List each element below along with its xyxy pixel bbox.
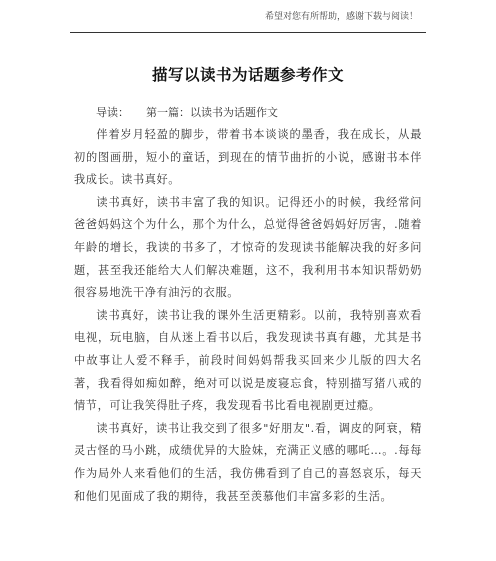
- guide-label: 导读：: [96, 106, 129, 119]
- guide-text: 第一篇：以读书为话题作文: [146, 106, 278, 119]
- paragraph-3: 读书真好，读书让我的课外生活更精彩。以前，我特别喜欢看电视，玩电脑，自从迷上看书以后，我发现读书真有趣，尤其是书中故事让人爱不释手，前段时间妈妈帮我买回来少儿版的四大名著，我看得如痴如醉，绝对可以说是废寝忘食，特别描写猪八戒的情节，可让我笑得肚子疼，我发现看书比看电视剧更过瘾。: [74, 308, 422, 413]
- document-body: [74, 124, 422, 508]
- guide-line: [96, 104, 278, 120]
- paragraph-1: 伴着岁月轻盈的脚步，带着书本谈谈的墨香，我在成长，从最初的图画册，短小的童话，到现在的情节曲折的小说，感谢书本伴我成长。读书真好。: [74, 128, 422, 187]
- paragraph-2: 读书真好，读书丰富了我的知识。记得还小的时候，我经常问爸爸妈妈这个为什么，那个为什么，总觉得爸爸妈妈好厉害，.随着年龄的增长，我读的书多了，才惊奇的发现读书能解决我的好多问题，甚至我还能给大人们解决难题，这不，我利用书本知识帮奶奶很容易地洗干净有油污的衣服。: [74, 195, 422, 300]
- paragraph-4: 读书真好，读书让我交到了很多"好朋友".看，调皮的阿衰，精灵古怪的马小跳，成绩优异的大脸妹，充满正义感的哪吒…。.每每作为局外人来看他们的生活，我仿佛看到了自己的喜怒哀乐，每天和他们见面成了我的期待，我甚至羡慕他们丰富多彩的生活。: [74, 421, 422, 503]
- header-divider: [70, 32, 426, 33]
- document-title: 描写以读书为话题参考作文: [151, 66, 344, 84]
- header-note: 希望对您有所帮助，感谢下载与阅读！: [264, 12, 418, 22]
